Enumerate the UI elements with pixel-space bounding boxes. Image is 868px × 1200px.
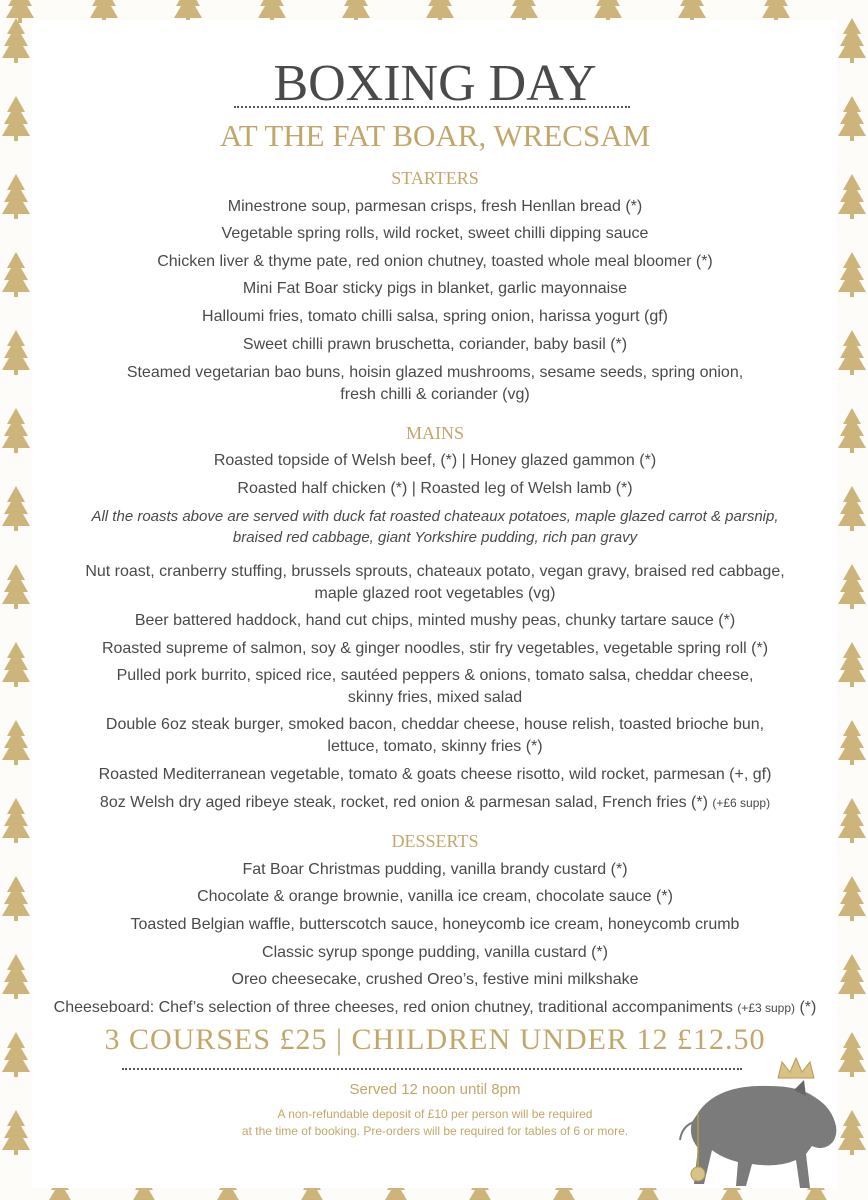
christmas-tree-icon [838, 18, 866, 63]
cheeseboard-item [32, 997, 838, 1019]
main-item: Beer battered haddock, hand cut chips, minted mushy peas, chunky tartare sauce (*) [134, 612, 736, 629]
ribeye-text: 8oz Welsh dry aged ribeye steak, rocket, red onion & parmesan salad, French fries (*) [99, 794, 708, 811]
christmas-tree-icon [838, 720, 866, 765]
cheeseboard-text: Cheeseboard: Chef’s selection of three cheeses, red onion chutney, traditional accompaniments [53, 999, 733, 1016]
christmas-tree-icon [838, 174, 866, 219]
dessert-item: Oreo cheesecake, crushed Oreo’s, festive mini milkshake [231, 971, 639, 988]
roasts-note-continued: braised red cabbage, giant Yorkshire pudding, rich pan gravy [232, 529, 638, 546]
price-line: 3 COURSES £25 | CHILDREN UNDER 12 £12.50 [104, 1023, 766, 1056]
dessert-item: Classic syrup sponge pudding, vanilla custard (*) [262, 944, 608, 961]
christmas-tree-icon [838, 252, 866, 297]
christmas-tree-icon [838, 954, 866, 999]
christmas-tree-icon [838, 96, 866, 141]
christmas-tree-icon [2, 876, 30, 921]
christmas-tree-icon [838, 798, 866, 843]
title-dotted-divider [234, 106, 630, 108]
christmas-tree-icon [2, 486, 30, 531]
christmas-tree-icon [838, 486, 866, 531]
cheeseboard-mark: (*) [799, 999, 817, 1016]
main-item: Nut roast, cranberry stuffing, brussels sprouts, chateaux potato, vegan gravy, braised red cabbage, [85, 563, 785, 580]
menu-card [32, 20, 838, 1188]
mains-heading: MAINS [405, 423, 464, 443]
dessert-item: Chocolate & orange brownie, vanilla ice cream, chocolate sauce (*) [197, 888, 673, 905]
christmas-tree-icon [838, 564, 866, 609]
christmas-tree-icon [2, 18, 30, 63]
starter-item: Chicken liver & thyme pate, red onion chutney, toasted whole meal bloomer (*) [157, 253, 713, 270]
starter-item: Sweet chilli prawn bruschetta, coriander, baby basil (*) [242, 336, 628, 353]
cheeseboard-supplement: (+£3 supp) [737, 1001, 796, 1015]
starter-item: Vegetable spring rolls, wild rocket, sweet chilli dipping sauce [221, 225, 649, 242]
christmas-tree-icon [838, 876, 866, 921]
main-item-continued: skinny fries, mixed salad [347, 689, 523, 706]
christmas-tree-icon [2, 96, 30, 141]
main-item-continued: lettuce, tomato, skinny fries (*) [327, 738, 543, 755]
main-item: Pulled pork burrito, spiced rice, sautéed peppers & onions, tomato salsa, cheddar cheese, [116, 667, 754, 684]
ribeye-supplement: (+£6 supp) [712, 796, 771, 810]
starter-item: Steamed vegetarian bao buns, hoisin glazed mushrooms, sesame seeds, spring onion, [126, 364, 744, 381]
main-item: Double 6oz steak burger, smoked bacon, cheddar cheese, house relish, toasted brioche bun, [105, 716, 765, 733]
starter-item: Mini Fat Boar sticky pigs in blanket, garlic mayonnaise [242, 280, 628, 297]
christmas-tree-icon [838, 642, 866, 687]
christmas-tree-icon [2, 798, 30, 843]
christmas-tree-icon [2, 408, 30, 453]
deposit-line: at the time of booking. Pre-orders will be required for tables of 6 or more. [241, 1124, 629, 1138]
venue-subtitle: AT THE FAT BOAR, WRECSAM [219, 118, 651, 153]
desserts-heading: DESSERTS [391, 831, 479, 851]
dessert-item: Toasted Belgian waffle, butterscotch sauce, honeycomb ice cream, honeycomb crumb [130, 916, 740, 933]
deposit-line: A non-refundable deposit of £10 per person will be required [277, 1107, 593, 1121]
dessert-item: Fat Boar Christmas pudding, vanilla brandy custard (*) [242, 861, 628, 878]
starters-heading: STARTERS [391, 168, 479, 188]
christmas-tree-icon [838, 1032, 866, 1077]
christmas-tree-icon [838, 330, 866, 375]
main-item-continued: maple glazed root vegetables (vg) [314, 585, 556, 602]
main-item: Roasted Mediterranean vegetable, tomato & goats cheese risotto, wild rocket, parmesan (+, gf) [98, 766, 772, 783]
christmas-tree-icon [2, 954, 30, 999]
christmas-tree-icon [838, 1110, 866, 1155]
starter-item-continued: fresh chilli & coriander (vg) [340, 386, 530, 403]
christmas-tree-icon [2, 174, 30, 219]
christmas-tree-icon [2, 330, 30, 375]
price-dotted-divider [122, 1068, 742, 1070]
main-item: Roasted supreme of salmon, soy & ginger noodles, stir fry vegetables, vegetable spring roll (*) [101, 640, 769, 657]
christmas-tree-icon [2, 564, 30, 609]
christmas-tree-icon [2, 642, 30, 687]
main-item-ribeye [32, 792, 838, 814]
starter-item: Halloumi fries, tomato chilli salsa, spring onion, harissa yogurt (gf) [202, 308, 668, 325]
starter-item: Minestrone soup, parmesan crisps, fresh Henllan bread (*) [227, 198, 643, 215]
christmas-tree-icon [838, 408, 866, 453]
christmas-tree-icon [2, 720, 30, 765]
serving-times: Served 12 noon until 8pm [349, 1081, 521, 1098]
roasts-note: All the roasts above are served with duck fat roasted chateaux potatoes, maple glazed carrot & parsnip, [91, 508, 779, 525]
main-item: Roasted topside of Welsh beef, (*) | Honey glazed gammon (*) [213, 452, 657, 469]
christmas-tree-icon [2, 1032, 30, 1077]
christmas-tree-icon [2, 1110, 30, 1155]
boar-with-crown-icon [660, 1050, 840, 1200]
main-item: Roasted half chicken (*) | Roasted leg of Welsh lamb (*) [237, 480, 633, 497]
christmas-tree-icon [2, 252, 30, 297]
page-title: BOXING DAY [273, 55, 597, 112]
christmas-tree-icon [6, 0, 34, 23]
